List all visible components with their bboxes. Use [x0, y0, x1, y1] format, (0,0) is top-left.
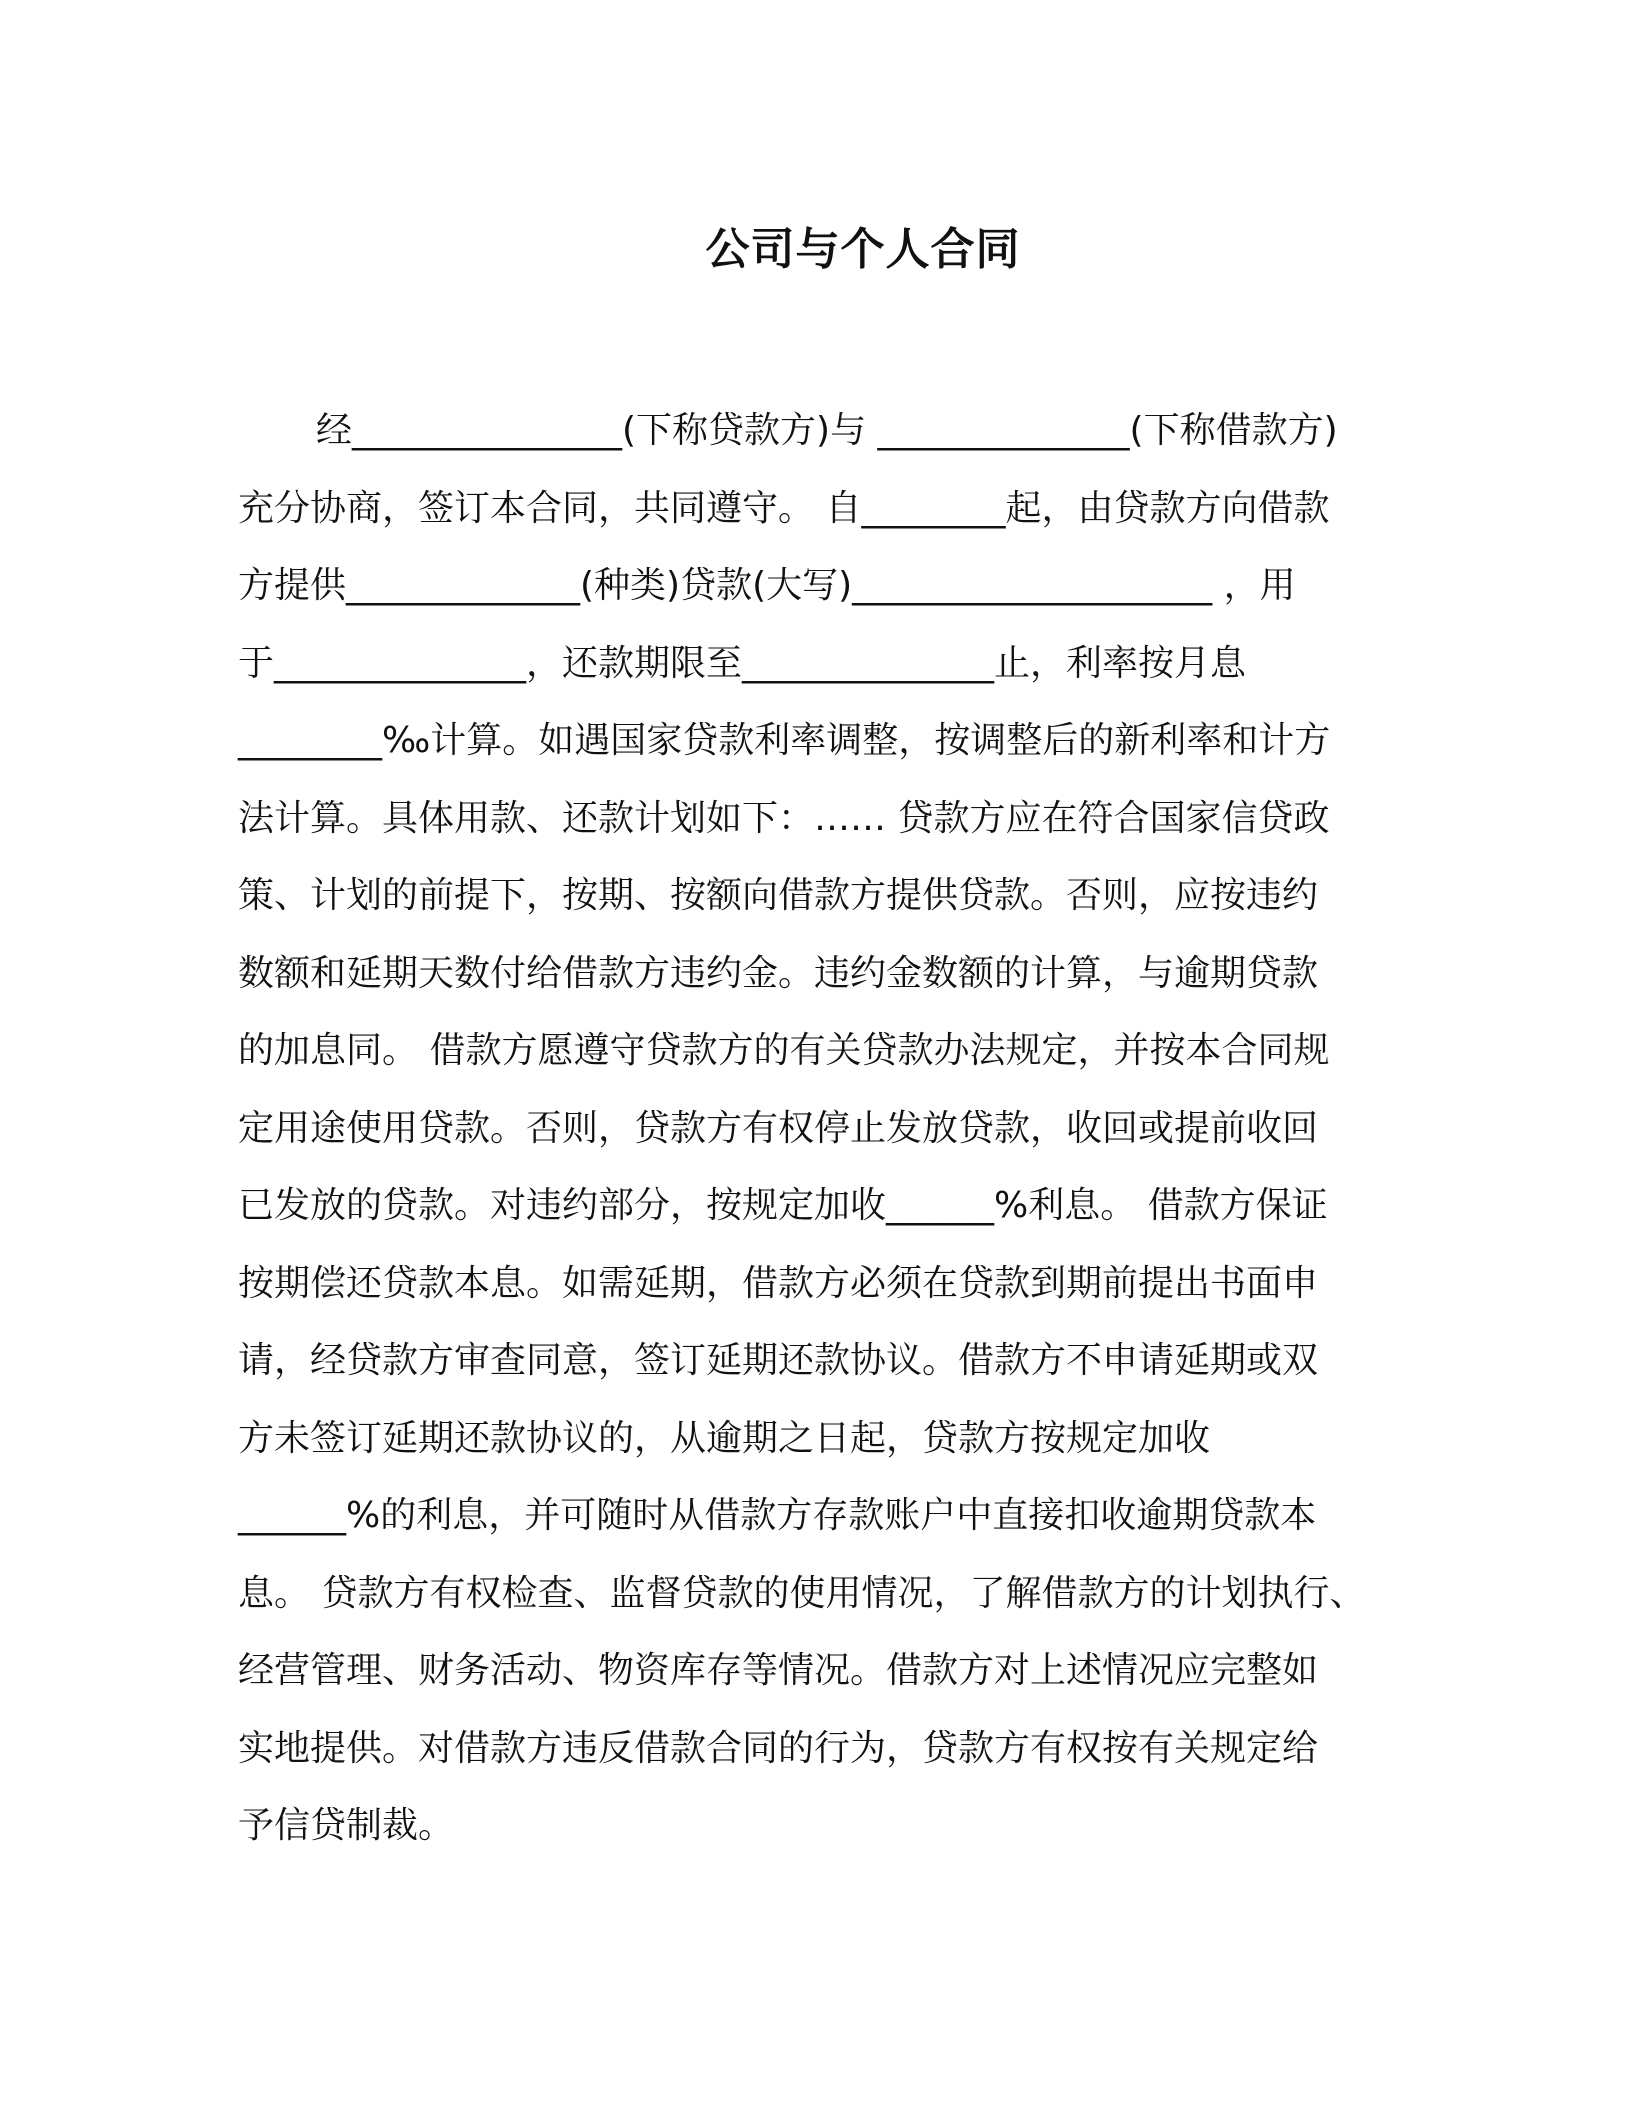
paragraph-line: 定用途使用贷款。否则，贷款方有权停止发放贷款，收回或提前收回: [238, 1107, 1319, 1149]
paragraph-line: 予信贷制裁。: [238, 1805, 455, 1846]
paragraph-line: 法计算。具体用款、还款计划如下：…… 贷款方应在符合国家信贷政: [238, 797, 1330, 839]
paragraph-line: 按期偿还贷款本息。如需延期，借款方必须在贷款到期前提出书面申: [238, 1262, 1319, 1304]
paragraph-line: 于______________，还款期限至______________止，利率按月息: [238, 642, 1247, 684]
paragraph-line: 已发放的贷款。对违约部分，按规定加收______%利息。 借款方保证: [238, 1185, 1328, 1226]
paragraph-line: 经营管理、财务活动、物资库存等情况。借款方对上述情况应完整如: [238, 1650, 1319, 1691]
paragraph-line: 策、计划的前提下，按期、按额向借款方提供贷款。否则，应按违约: [238, 875, 1319, 916]
paragraph-line: 方未签订延期还款协议的，从逾期之日起，贷款方按规定加收: [238, 1417, 1211, 1459]
paragraph-line: 请，经贷款方审查同意，签订延期还款协议。借款方不申请延期或双: [238, 1340, 1319, 1381]
paragraph-line: 充分协商，签订本合同，共同遵守。 自________起，由贷款方向借款: [238, 487, 1330, 529]
paragraph-line: 实地提供。对借款方违反借款合同的行为，贷款方有权按有关规定给: [238, 1727, 1319, 1769]
paragraph-line: 息。 贷款方有权检查、监督贷款的使用情况，了解借款方的计划执行、: [238, 1572, 1366, 1614]
paragraph-line: 的加息同。 借款方愿遵守贷款方的有关贷款办法规定，并按本合同规: [238, 1030, 1330, 1071]
paragraph-line: 数额和延期天数付给借款方违约金。违约金数额的计算，与逾期贷款: [238, 952, 1319, 994]
paragraph-line: 方提供_____________(种类)贷款(大写)____________________ ，用: [238, 565, 1296, 606]
paragraph-line: ______%的利息，并可随时从借款方存款账户中直接扣收逾期贷款本: [238, 1495, 1317, 1536]
paragraph-line: ________‰计算。如遇国家贷款利率调整，按调整后的新利率和计方: [238, 720, 1331, 761]
document-body: [238, 392, 1398, 1865]
document-title: 公司与个人合同: [705, 224, 1021, 275]
paragraph-line: 经_______________(下称贷款方)与 ______________(下称借款方): [316, 410, 1338, 451]
